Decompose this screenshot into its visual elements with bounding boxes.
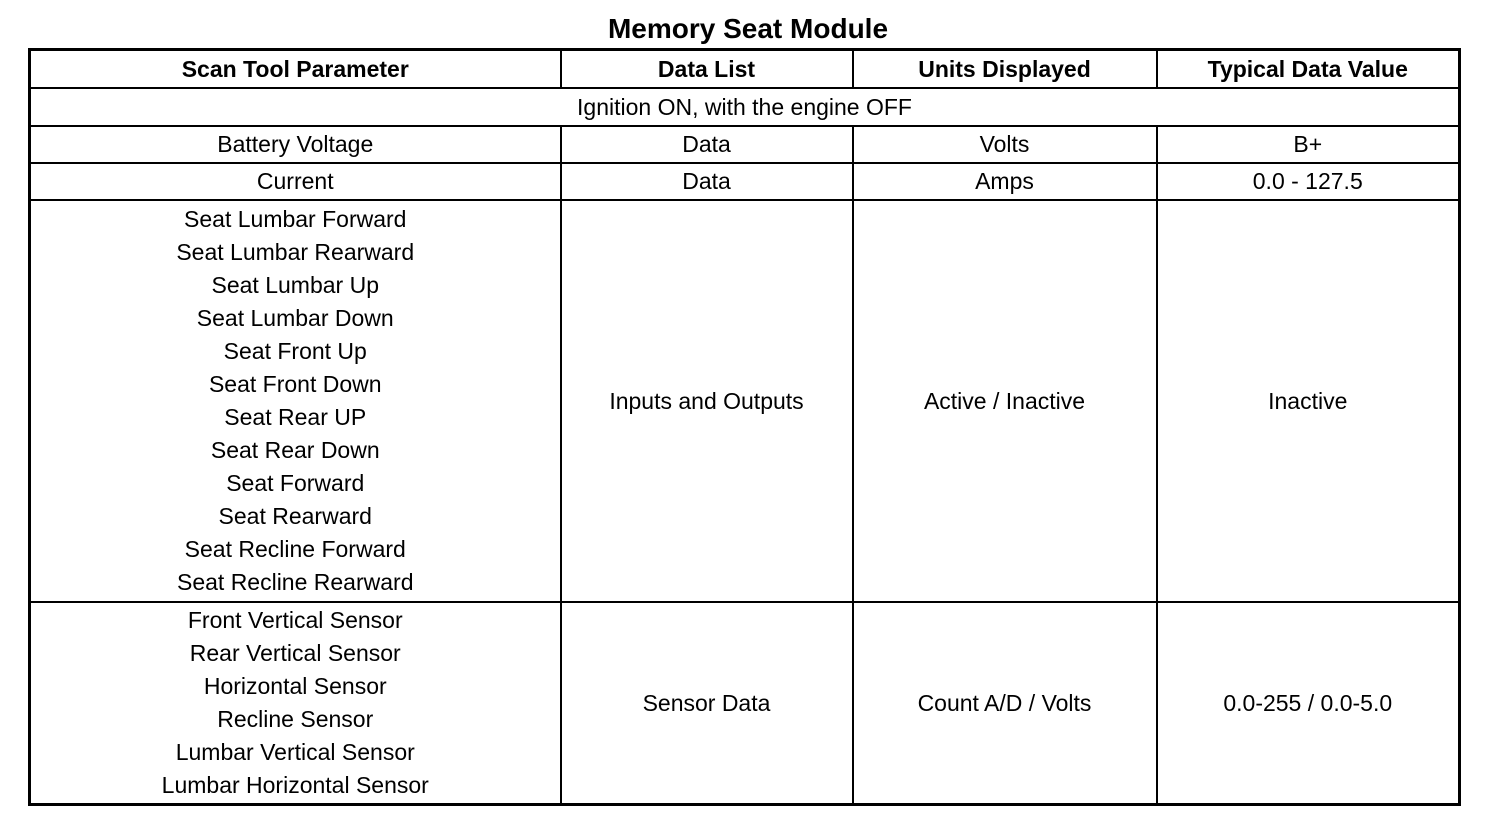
- parameter-item: Lumbar Horizontal Sensor: [161, 772, 429, 798]
- row-units: Amps: [853, 163, 1157, 200]
- parameter-item: Seat Rear UP: [224, 404, 367, 430]
- section-row: [30, 88, 1460, 126]
- parameter-item: Recline Sensor: [217, 706, 374, 732]
- parameter-item: Seat Lumbar Rearward: [176, 239, 415, 265]
- group-typical: 0.0-255 / 0.0-5.0: [1157, 602, 1460, 805]
- row-typical: B+: [1157, 126, 1460, 163]
- row-parameter: Current: [30, 163, 561, 200]
- row-typical: 0.0 - 127.5: [1157, 163, 1460, 200]
- section-label: Ignition ON, with the engine OFF: [30, 88, 1460, 126]
- header-data-list: Data List: [561, 50, 853, 89]
- row-parameter: Battery Voltage: [30, 126, 561, 163]
- row-units: Volts: [853, 126, 1157, 163]
- parameter-item: Seat Forward: [226, 470, 365, 496]
- parameter-item: Seat Front Up: [223, 338, 367, 364]
- group-units: Active / Inactive: [853, 200, 1157, 602]
- table-row: [30, 163, 1460, 200]
- header-row: [30, 50, 1460, 89]
- page-title: Memory Seat Module: [607, 13, 889, 44]
- group-parameters: [30, 602, 561, 805]
- header-units: Units Displayed: [853, 50, 1157, 89]
- parameter-item: Seat Lumbar Down: [196, 305, 394, 331]
- parameter-item: Lumbar Vertical Sensor: [175, 739, 415, 765]
- header-typical: Typical Data Value: [1157, 50, 1460, 89]
- table-row: [30, 126, 1460, 163]
- table-row-sensor-group: [30, 602, 1460, 805]
- parameter-item: Seat Rear Down: [210, 437, 380, 463]
- header-parameter: Scan Tool Parameter: [30, 50, 561, 89]
- table-row-io-group: [30, 200, 1460, 602]
- parameter-item: Seat Lumbar Up: [211, 272, 379, 298]
- parameter-item: Seat Recline Forward: [184, 536, 406, 562]
- row-data-list: Data: [561, 163, 853, 200]
- group-parameters: [30, 200, 561, 602]
- parameter-item: Horizontal Sensor: [203, 673, 387, 699]
- parameter-item: Seat Recline Rearward: [176, 569, 414, 595]
- group-typical: Inactive: [1157, 200, 1460, 602]
- parameter-item: Seat Rearward: [218, 503, 372, 529]
- parameter-item: Seat Front Down: [208, 371, 382, 397]
- parameter-item: Seat Lumbar Forward: [184, 206, 407, 232]
- group-units: Count A/D / Volts: [853, 602, 1157, 805]
- group-data-list: Sensor Data: [561, 602, 853, 805]
- group-data-list: Inputs and Outputs: [561, 200, 853, 602]
- memory-seat-table: [28, 48, 1461, 806]
- parameter-item: Rear Vertical Sensor: [189, 640, 401, 666]
- parameter-item: Front Vertical Sensor: [187, 607, 403, 633]
- row-data-list: Data: [561, 126, 853, 163]
